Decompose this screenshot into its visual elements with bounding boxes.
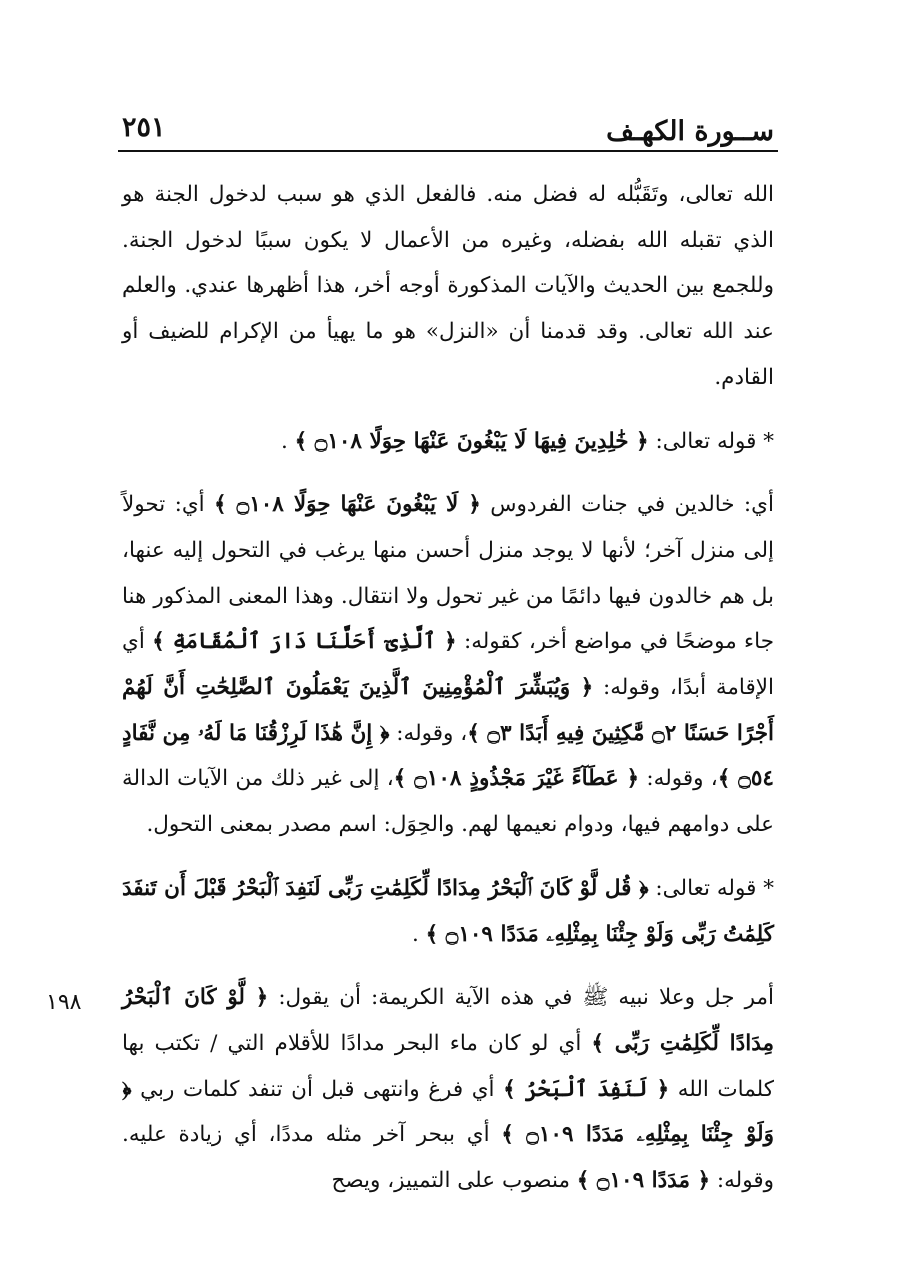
paragraph-5 bbox=[122, 975, 774, 1204]
body-text: أي الإقامة أبدًا، وقوله: bbox=[122, 629, 774, 701]
body-text: أي: خالدين في جنات الفردوس bbox=[480, 492, 774, 518]
body-text: * قوله تعالى: bbox=[648, 428, 774, 454]
body-text: منصوب على التمييز، ويصح bbox=[331, 1168, 577, 1194]
body-text: . bbox=[280, 428, 295, 454]
quran-verse: ﴿ وَلَوْ جِئْنَا بِمِثْلِهِۦ مَدَدًا ۝١٠٩ ﴾ bbox=[122, 1076, 774, 1148]
page-header bbox=[118, 108, 778, 152]
paragraph-2-verse-heading bbox=[122, 419, 774, 465]
body-text: الله تعالى، وتَقَبُّله له فضل منه. فالفعل الذي هو سبب لدخول الجنة هو الذي تقبله الله بفضله، وغيره من الأعمال لا يكون سببًا لدخول الجنة. وللجمع بين الحديث والآيات المذكورة أوجه أخر، هذا أظهرها عندي. والعلم عند الله تعالى. وقد قدمنا أن «النزل» هو ما يهيأ من الإكرام للضيف أو القادم. bbox=[122, 182, 774, 390]
margin-page-reference: ١٩٨ bbox=[46, 990, 82, 1015]
page-body bbox=[122, 172, 774, 1204]
body-text: أي فرغ وانتهى قبل أن تنفد كلمات ربي bbox=[131, 1076, 504, 1102]
quran-verse: ﴿ مَدَدًا ۝١٠٩ ﴾ bbox=[576, 1168, 711, 1194]
body-text: ، إلى غير ذلك من الآيات الدالة على دوامهم فيها، ودوام نعيمها لهم. والحِوَل: اسم مصدر بمعنى التحول. bbox=[122, 766, 774, 838]
surah-title: ســورة الكهـف bbox=[606, 116, 774, 147]
paragraph-3 bbox=[122, 482, 774, 848]
quran-verse: ﴿ لَّوْ كَانَ ٱلْبَحْرُ مِدَادًا لِّكَلِمَٰتِ رَبِّى ﴾ bbox=[122, 985, 775, 1056]
quran-verse: ﴿ قُل لَّوْ كَانَ ٱلْبَحْرُ مِدَادًا لِّكَلِمَٰتِ رَبِّى لَنَفِدَ ٱلْبَحْرُ قَبْلَ أَن تَنفَدَ كَلِمَٰتُ رَبِّى وَلَوْ جِئْنَا بِمِثْلِهِۦ مَدَدًا ۝١٠٩ ﴾ bbox=[122, 875, 774, 947]
body-text: * قوله تعالى: bbox=[648, 875, 774, 901]
body-text: . bbox=[411, 921, 426, 947]
quran-verse: ﴿ خَٰلِدِينَ فِيهَا لَا يَبْغُونَ عَنْهَا حِوَلًا ۝١٠٨ ﴾ bbox=[294, 428, 649, 454]
body-text: أمر جل وعلا نبيه ﷺ في هذه الآية الكريمة: أن يقول: bbox=[268, 985, 774, 1011]
quran-verse: ﴿ لَا يَبْغُونَ عَنْهَا حِوَلًا ۝١٠٨ ﴾ bbox=[213, 492, 481, 518]
page-number: ٢٥١ bbox=[122, 112, 166, 143]
quran-verse: ﴿ عَطَآءً غَيْرَ مَجْذُوذٍ ۝١٠٨ ﴾ bbox=[393, 766, 640, 792]
quran-verse: ﴿ لَنَفِدَ ٱلْبَحْرُ ﴾ bbox=[503, 1076, 670, 1102]
body-text: أي: تحولاً إلى منزل آخر؛ لأنها لا يوجد منزل أحسن منها يرغب في التحول إليه عنها، بل هم خالدون فيها دائمًا من غير تحول ولا انتقال. وهذا المعنى المذكور هنا جاء موضحًا في مواضع أخر، كقوله: bbox=[122, 492, 774, 655]
body-text: ، وقوله: bbox=[639, 766, 718, 792]
paragraph-4-verse-heading bbox=[122, 866, 774, 957]
paragraph-1 bbox=[122, 172, 774, 401]
quran-verse: ﴿ ٱلَّذِىٓ أَحَلَّنَا دَارَ ٱلْمُقَامَةِ ﴾ bbox=[152, 629, 457, 655]
body-text: أي ببحر آخر مثله مددًا، أي زيادة عليه. وقوله: bbox=[122, 1122, 774, 1194]
body-text: أي لو كان ماء البحر مدادًا للأقلام التي / تكتب بها كلمات الله bbox=[122, 1030, 774, 1102]
quran-verse: ﴿ إِنَّ هَٰذَا لَرِزْقُنَا مَا لَهُۥ مِن نَّفَادٍ ۝٥٤ ﴾ bbox=[122, 720, 774, 792]
body-text: ، وقوله: bbox=[389, 720, 468, 746]
quran-verse: ﴿ وَيُبَشِّرَ ٱلْمُؤْمِنِينَ ٱلَّذِينَ يَعْمَلُونَ ٱلصَّٰلِحَٰتِ أَنَّ لَهُمْ أَجْرًا حَسَنًا ۝٢ مَّٰكِثِينَ فِيهِ أَبَدًا ۝٣ ﴾ bbox=[122, 675, 774, 746]
